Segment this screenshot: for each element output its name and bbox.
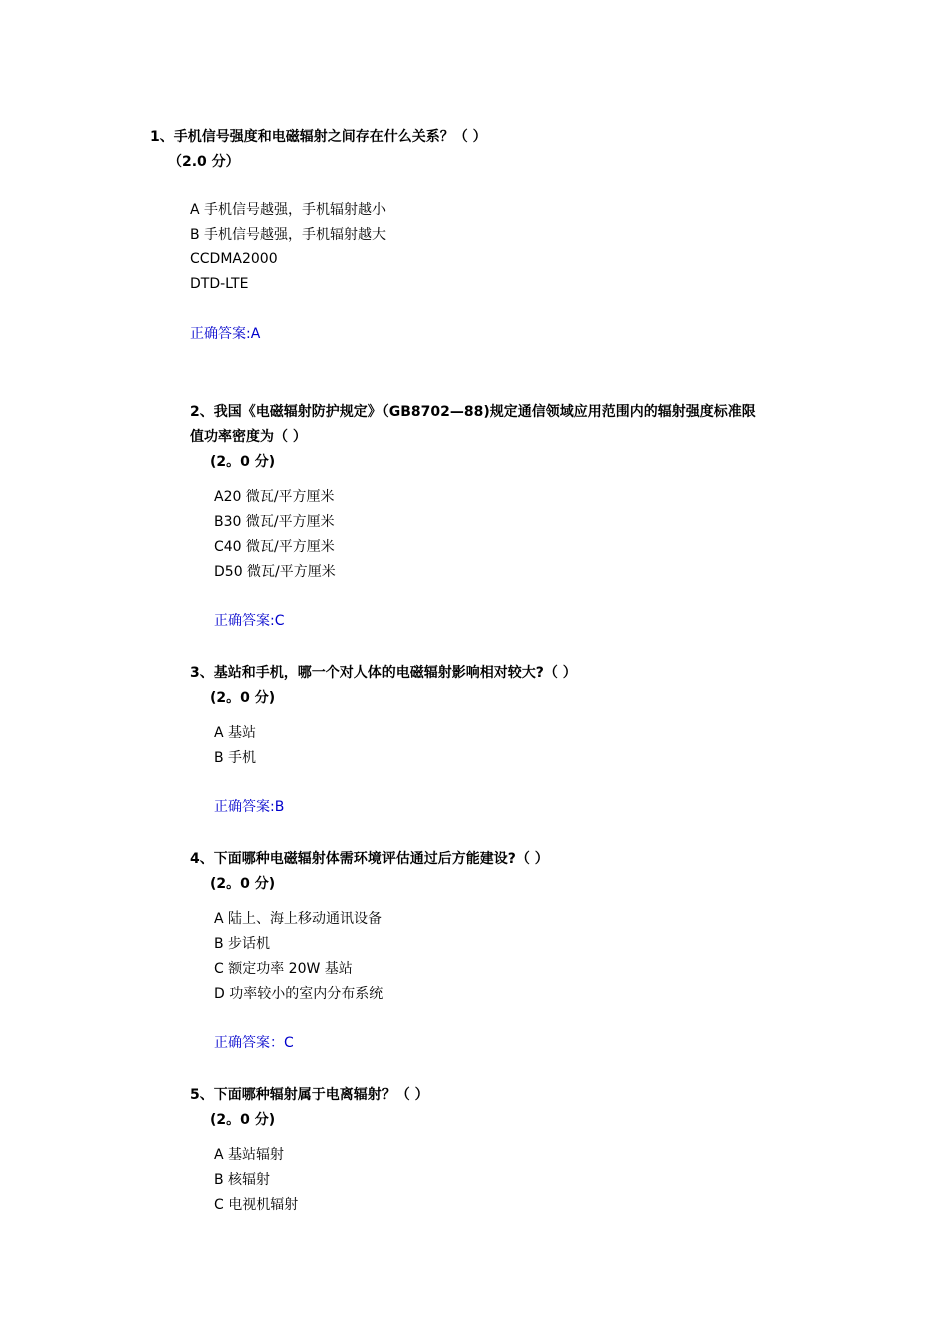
question-3-option-b: B 手机	[214, 750, 257, 766]
question-5-option-a: A 基站辐射	[214, 1147, 285, 1163]
question-1-answer: 正确答案:A	[190, 326, 261, 342]
question-5-score: (2。0 分)	[210, 1112, 276, 1128]
question-2-option-b: B30 微瓦/平方厘米	[214, 514, 335, 530]
question-3-option-a: A 基站	[214, 725, 257, 741]
question-4-title: 4、下面哪种电磁辐射体需环境评估通过后方能建设?（ ）	[190, 851, 549, 867]
question-2-answer: 正确答案:C	[214, 613, 285, 629]
question-2-option-a: A20 微瓦/平方厘米	[214, 489, 335, 505]
question-1-score: （2.0 分）	[168, 154, 240, 170]
question-3-answer: 正确答案:B	[214, 799, 285, 815]
question-1-option-c: CCDMA2000	[190, 251, 278, 267]
question-5-title: 5、下面哪种辐射属于电离辐射？（ ）	[190, 1087, 429, 1103]
question-1-option-b: B 手机信号越强，手机辐射越大	[190, 227, 387, 243]
question-4-option-a: A 陆上、海上移动通讯设备	[214, 911, 383, 927]
question-3-title: 3、基站和手机，哪一个对人体的电磁辐射影响相对较大?（ ）	[190, 665, 577, 681]
question-2-title-line1: 2、我国《电磁辐射防护规定》（GB8702—88)规定通信领域应用范围内的辐射强度标准限	[190, 404, 756, 420]
question-4-score: (2。0 分)	[210, 876, 276, 892]
question-2-option-c: C40 微瓦/平方厘米	[214, 539, 335, 555]
question-1-option-a: A 手机信号越强，手机辐射越小	[190, 202, 387, 218]
question-5-option-c: C 电视机辐射	[214, 1197, 299, 1213]
question-2-option-d: D50 微瓦/平方厘米	[214, 564, 336, 580]
question-5-option-b: B 核辐射	[214, 1172, 271, 1188]
question-2-score: (2。0 分)	[210, 454, 276, 470]
question-4-option-d: D 功率较小的室内分布系统	[214, 986, 384, 1002]
question-4-option-c: C 额定功率 20W 基站	[214, 961, 353, 977]
question-4-option-b: B 步话机	[214, 936, 271, 952]
question-4-answer: 正确答案：C	[214, 1035, 294, 1051]
question-1-option-d: DTD-LTE	[190, 276, 249, 292]
question-1-title: 1、手机信号强度和电磁辐射之间存在什么关系？（ ）	[150, 129, 487, 145]
question-3-score: (2。0 分)	[210, 690, 276, 706]
question-2-title-line2: 值功率密度为（ ）	[190, 429, 307, 445]
